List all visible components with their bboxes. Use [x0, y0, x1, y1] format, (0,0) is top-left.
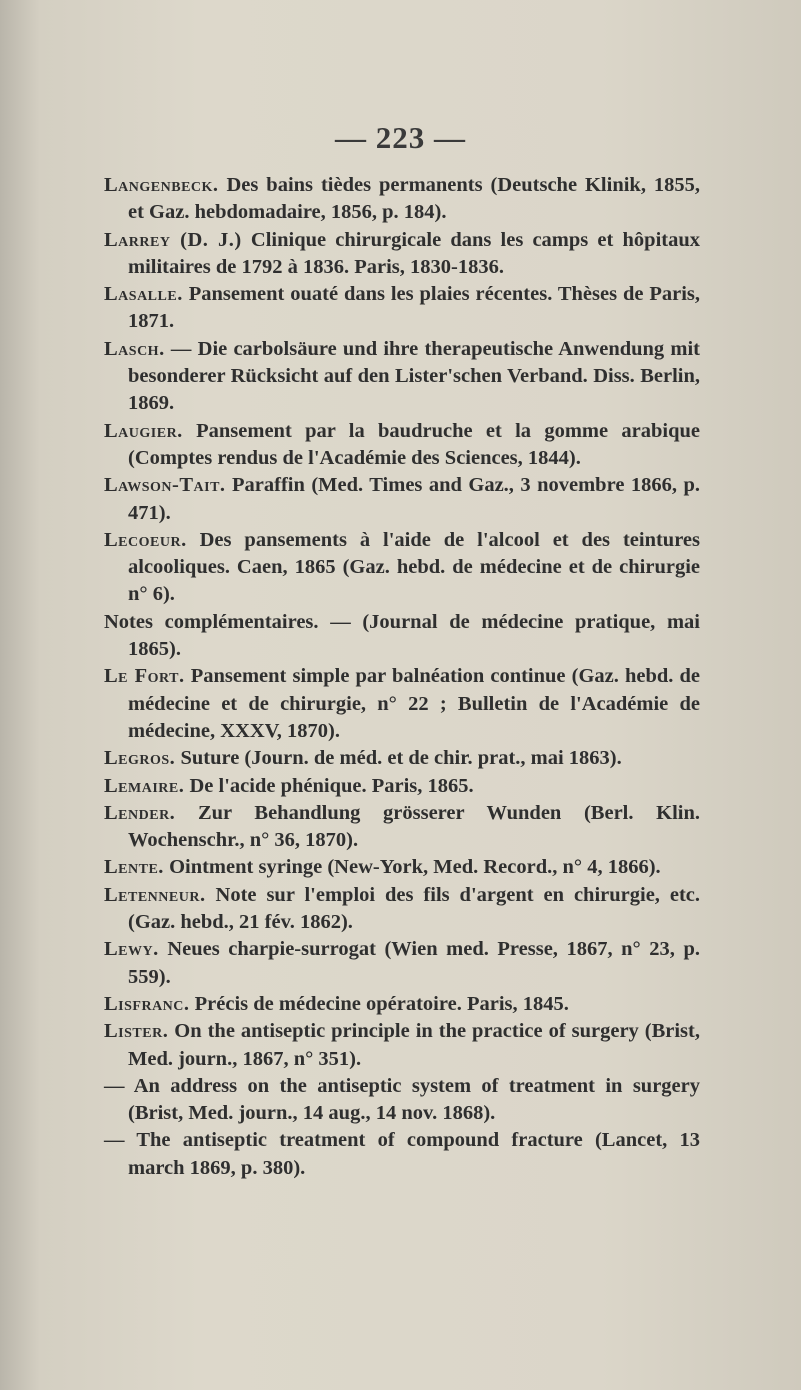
bibliography-entry: [104, 472, 700, 527]
bibliography-entry: [104, 773, 700, 800]
entry-author: Lasch.: [104, 337, 165, 360]
entry-author: Lemaire.: [104, 774, 185, 797]
entry-text: Suture (Journ. de méd. et de chir. prat., mai 1863).: [180, 747, 622, 770]
entry-text: Notes complémentaires. — (Journal de médecine pratique, mai 1865).: [104, 610, 700, 661]
entry-author: Lister.: [104, 1020, 169, 1043]
bibliography-entry: [104, 609, 700, 664]
bibliography-entry: [104, 336, 700, 418]
bibliography-list: [104, 172, 700, 1182]
entry-text: On the antiseptic principle in the practice of surgery (Brist, Med. journ., 1867, n° 351).: [128, 1020, 700, 1070]
bibliography-entry: [104, 418, 700, 473]
entry-author: Laugier.: [104, 419, 183, 442]
entry-text: De l'acide phénique. Paris, 1865.: [189, 774, 474, 797]
entry-text: — An address on the antiseptic system of treatment in surgery (Brist, Med. journ., 14 aug., 14 nov. 1868).: [104, 1074, 700, 1125]
bibliography-entry: [104, 227, 700, 282]
bibliography-entry: [104, 936, 700, 991]
entry-author: Lisfranc.: [104, 992, 190, 1015]
entry-author: Letenneur.: [104, 883, 206, 906]
entry-author: Larrey (D. J.): [104, 228, 242, 251]
entry-author: Lender.: [104, 801, 176, 824]
entry-text: Des bains tièdes permanents (Deutsche Klinik, 1855, et Gaz. hebdomadaire, 1856, p. 184).: [128, 174, 700, 224]
entry-author: Lasalle.: [104, 283, 183, 306]
bibliography-entry: [104, 527, 700, 609]
bibliography-entry: [104, 1018, 700, 1073]
entry-text: Précis de médecine opératoire. Paris, 1845.: [194, 992, 569, 1015]
entry-text: Pansement ouaté dans les plaies récentes. Thèses de Paris, 1871.: [128, 283, 700, 333]
bibliography-entry: [104, 745, 700, 772]
entry-author: Le Fort.: [104, 665, 185, 688]
bibliography-entry: [104, 854, 700, 881]
entry-text: Zur Behandlung grösserer Wunden (Berl. Klin. Wochenschr., n° 36, 1870).: [128, 801, 700, 852]
entry-text: Neues charpie-surrogat (Wien med. Presse, 1867, n° 23, p. 559).: [128, 938, 701, 988]
entry-author: Legros.: [104, 747, 176, 770]
bibliography-entry: [104, 800, 700, 855]
bibliography-entry: [104, 1073, 700, 1128]
entry-text: — The antiseptic treatment of compound fracture (Lancet, 13 march 1869, p. 380).: [104, 1129, 700, 1179]
entry-text: Clinique chirurgicale dans les camps et hôpitaux militaires de 1792 à 1836. Paris, 1830-1836.: [128, 228, 700, 278]
entry-text: Paraffin (Med. Times and Gaz., 3 novembre 1866, p. 471).: [128, 474, 700, 524]
page-number: — 223 —: [335, 120, 466, 155]
bibliography-entry: [104, 281, 700, 336]
bibliography-entry: [104, 663, 700, 745]
entry-text: Pansement par la baudruche et la gomme arabique (Comptes rendus de l'Académie des Sciences, 1844).: [128, 419, 700, 469]
bibliography-entry: [104, 1127, 700, 1182]
entry-text: Ointment syringe (New-York, Med. Record., n° 4, 1866).: [169, 856, 661, 879]
entry-author: Lecoeur.: [104, 528, 187, 551]
entry-text: Pansement simple par balnéation continue (Gaz. hebd. de médecine et de chirurgie, n° 22 ; Bulletin de l'Académie de médecine, XXXV, 1870).: [128, 665, 700, 742]
entry-text: Note sur l'emploi des fils d'argent en chirurgie, etc. (Gaz. hebd., 21 fév. 1862).: [128, 883, 700, 934]
entry-author: Lewy.: [104, 938, 159, 961]
bibliography-entry: [104, 172, 700, 227]
entry-author: Lente.: [104, 856, 164, 879]
entry-author: Lawson-Tait.: [104, 474, 226, 497]
bibliography-entry: [104, 882, 700, 937]
bibliography-entry: [104, 991, 700, 1018]
entry-author: Langenbeck.: [104, 174, 219, 196]
entry-text: Des pansements à l'aide de l'alcool et des teintures alcooliques. Caen, 1865 (Gaz. hebd. de médecine et de chirurgie n° 6).: [128, 528, 700, 606]
entry-text: — Die carbolsäure und ihre therapeutische Anwendung mit besonderer Rücksicht auf den Lister'schen Verband. Diss. Berlin, 1869.: [128, 337, 700, 415]
